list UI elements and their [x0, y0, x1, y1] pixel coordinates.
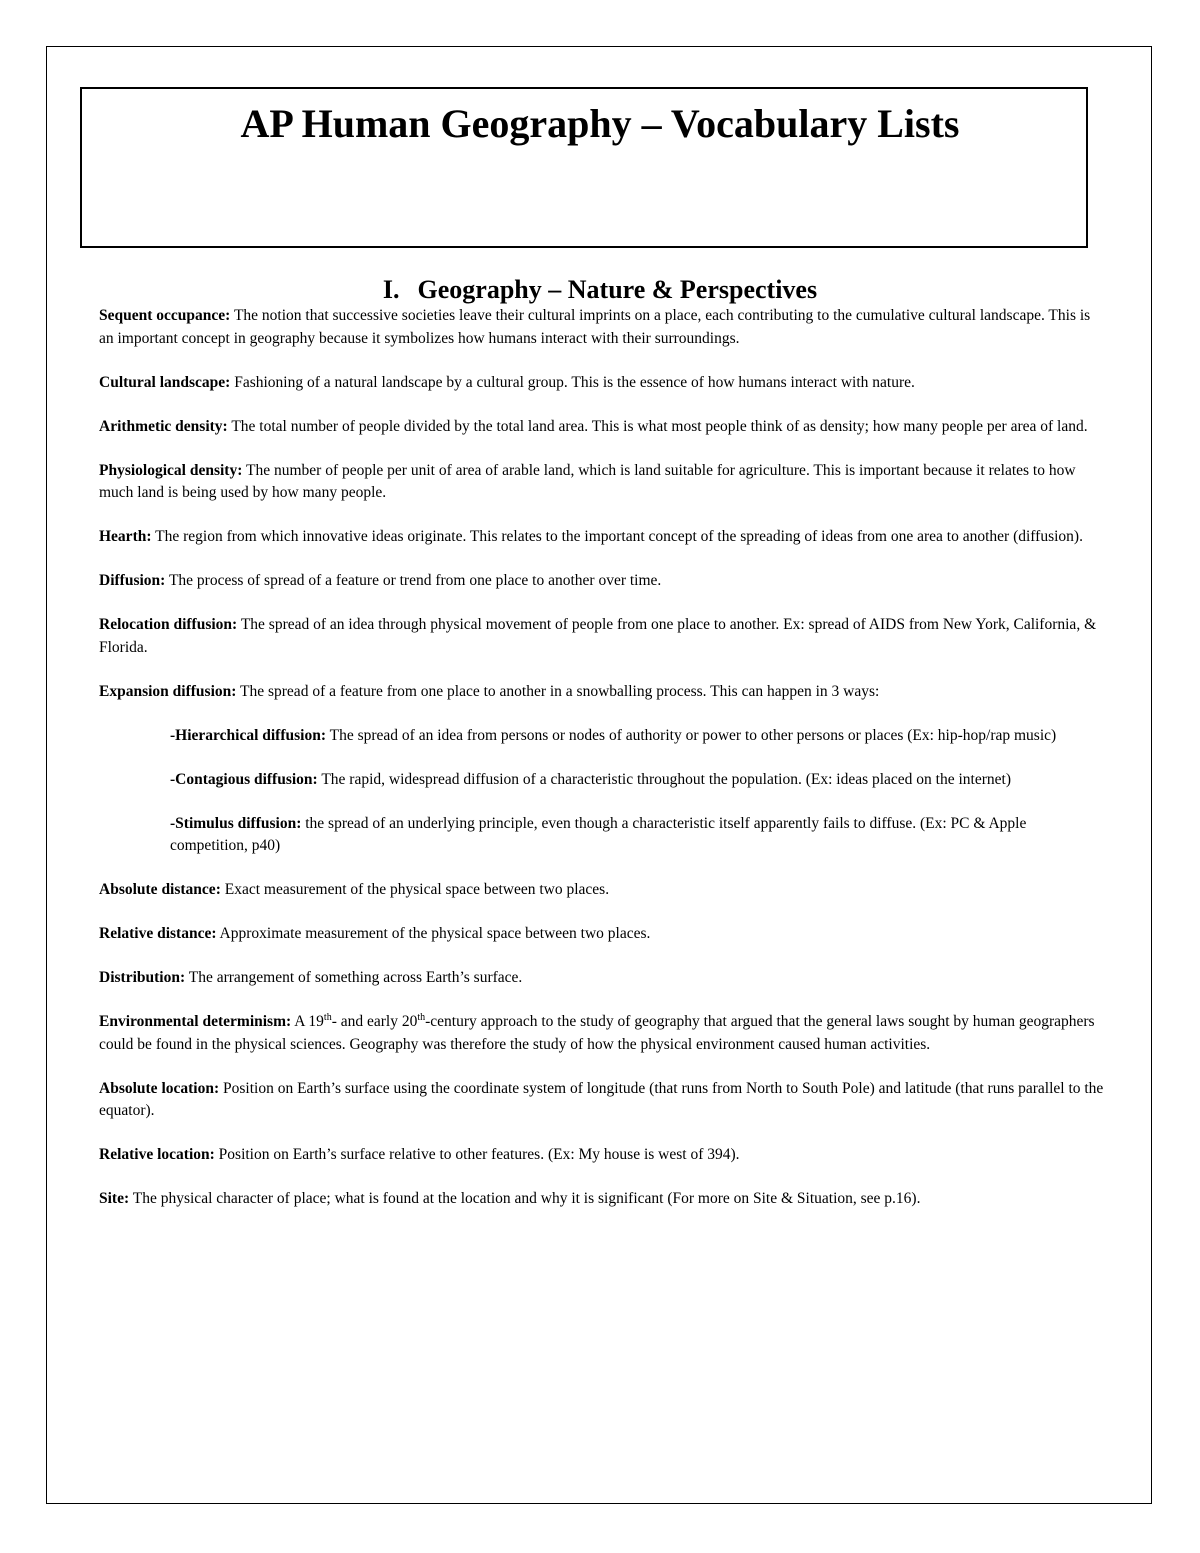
term-definition: The physical character of place; what is found at the location and why it is significant (For more on Site & Situation, see p.16). [132, 1190, 921, 1207]
term-entry [99, 681, 1104, 704]
term-definition: The process of spread of a feature or trend from one place to another over time. [168, 572, 662, 589]
term-entry [99, 1188, 1104, 1211]
term-name: Relocation diffusion: [99, 616, 238, 633]
section-number: I. [382, 275, 400, 304]
term-definition: The number of people per unit of area of arable land, which is land suitable for agriculture. This is important because it relates to how much land is being used by how many people. [99, 461, 1076, 501]
term-name: Relative distance: [99, 925, 217, 942]
term-name: Hearth: [99, 528, 152, 545]
term-definition: Fashioning of a natural landscape by a cultural group. This is the essence of how humans interact with nature. [234, 373, 915, 391]
section-title: Geography – Nature & Perspectives [417, 275, 818, 304]
term-name: Arithmetic density: [99, 417, 228, 435]
subterm-name: -Contagious diffusion: [170, 770, 318, 788]
superscript: th [417, 1011, 426, 1023]
term-entry [99, 526, 1104, 549]
term-entry [99, 305, 1104, 350]
term-definition: The total number of people divided by the total land area. This is what most people think of as density; how many people per area of land. [231, 417, 1088, 435]
term-entry [99, 1078, 1104, 1123]
term-entry [99, 460, 1104, 505]
superscript: th [323, 1011, 332, 1023]
term-definition: The arrangement of something across Earth’s surface. [188, 969, 523, 986]
term-entry [99, 570, 1104, 593]
section-heading [0, 274, 1200, 306]
subterm-definition: The spread of an idea from persons or nodes of authority or power to other persons or places (Ex: hip-hop/rap music) [329, 726, 1057, 744]
subterm-name: -Stimulus diffusion: [170, 814, 302, 832]
term-entry [99, 1144, 1104, 1167]
term-entry [99, 879, 1104, 902]
term-name: Site: [99, 1190, 130, 1207]
term-entry [99, 923, 1104, 946]
term-entry [99, 967, 1104, 990]
term-entry [99, 416, 1104, 439]
term-definition: The region from which innovative ideas originate. This relates to the important concept of the spreading of ideas from one area to another (diffusion). [155, 528, 1083, 545]
term-definition-part: - and early 20 [331, 1013, 418, 1030]
vocabulary-list [99, 305, 1104, 1232]
term-definition: Position on Earth’s surface using the coordinate system of longitude (that runs from North to South Pole) and latitude (that runs parallel to the equator). [99, 1079, 1104, 1119]
term-name: Expansion diffusion: [99, 682, 237, 700]
term-entry [99, 614, 1104, 659]
term-definition-part: -century approach to the study of geography that argued that the general laws sought by human geographers could be found in the physical sciences. Geography was therefore the study of how the physical environment caused human activities. [99, 1013, 1095, 1053]
term-definition: Approximate measurement of the physical space between two places. [219, 925, 651, 942]
page-title: AP Human Geography – Vocabulary Lists [240, 101, 960, 146]
term-definition: Exact measurement of the physical space between two places. [224, 881, 610, 898]
term-definition: The spread of an idea through physical movement of people from one place to another. Ex: spread of AIDS from New York, California, & Florida. [99, 616, 1097, 656]
term-definition: Position on Earth’s surface relative to other features. (Ex: My house is west of 394). [218, 1146, 740, 1163]
subterm-entry [170, 725, 1104, 748]
subterm-definition: the spread of an underlying principle, even though a characteristic itself apparently fails to diffuse. (Ex: PC & Apple competition, p40) [170, 814, 1027, 854]
subterm-entry [170, 769, 1104, 792]
term-name: Cultural landscape: [99, 373, 231, 391]
subterm-entry [170, 813, 1104, 858]
subterm-name: -Hierarchical diffusion: [170, 726, 326, 744]
subterm-definition: The rapid, widespread diffusion of a characteristic throughout the population. (Ex: ideas placed on the internet) [321, 770, 1011, 788]
term-name: Environmental determinism: [99, 1013, 292, 1030]
term-name: Absolute distance: [99, 881, 221, 898]
term-name: Absolute location: [99, 1079, 220, 1097]
term-name: Physiological density: [99, 461, 243, 479]
term-definition-part: A 19 [294, 1013, 324, 1030]
term-name: Distribution: [99, 969, 186, 986]
term-entry [99, 1011, 1104, 1056]
term-definition: The spread of a feature from one place to another in a snowballing process. This can happen in 3 ways: [240, 682, 880, 700]
term-entry [99, 372, 1104, 395]
term-name: Sequent occupance: [99, 307, 231, 324]
term-definition: The notion that successive societies leave their cultural imprints on a place, each contributing to the cumulative cultural landscape. This is an important concept in geography because it symbolizes how humans interact with their surroundings. [99, 307, 1091, 347]
term-name: Diffusion: [99, 572, 166, 589]
term-name: Relative location: [99, 1146, 215, 1163]
